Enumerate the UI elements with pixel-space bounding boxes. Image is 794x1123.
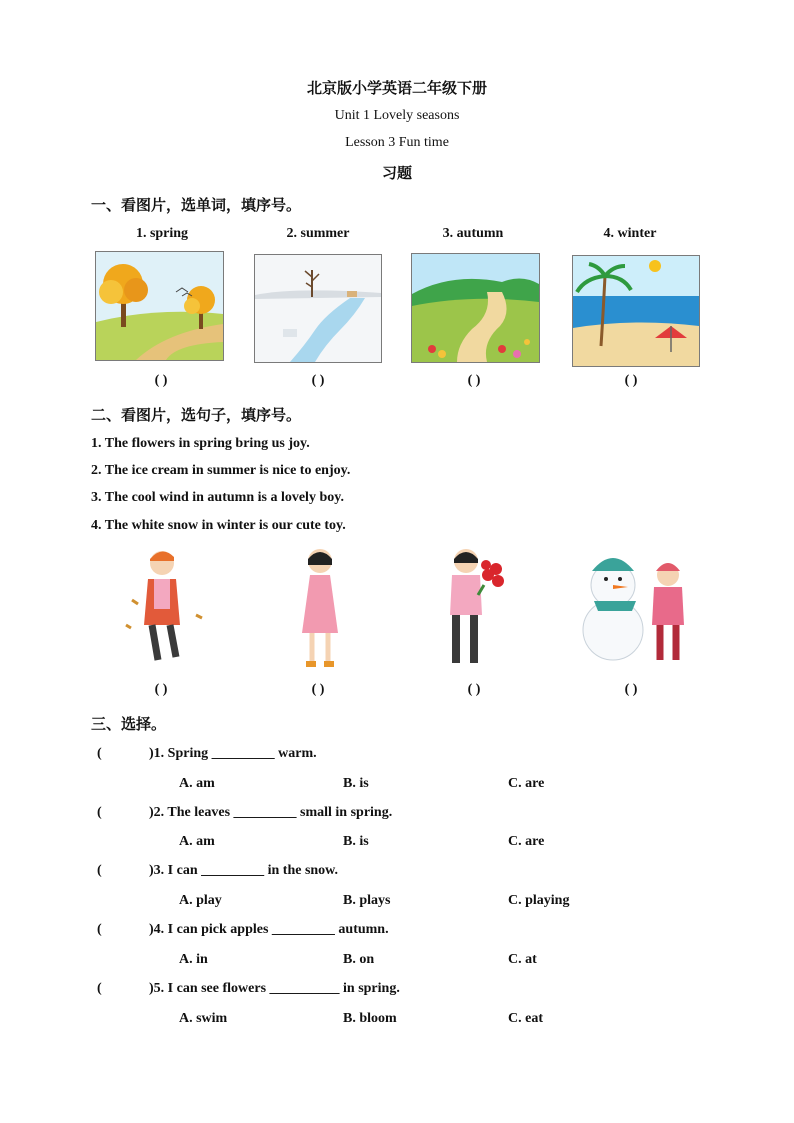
q3-option-b[interactable]: B. plays xyxy=(343,893,391,908)
kids-snowman-winter-picture xyxy=(568,545,696,670)
answer-paren-q3[interactable]: ( xyxy=(97,863,102,878)
part2-heading: 二、看图片，选句子，填序号。 xyxy=(91,408,302,424)
worksheet-type: 习题 xyxy=(381,166,412,182)
girl-summer-picture xyxy=(282,545,362,670)
autumn-trees-picture xyxy=(95,251,224,361)
winter-river-picture xyxy=(254,254,382,363)
q3-option-c[interactable]: C. playing xyxy=(508,893,570,908)
spring-meadow-picture xyxy=(411,253,540,363)
word-spring: 1. spring xyxy=(135,226,189,241)
q4-option-c[interactable]: C. at xyxy=(508,952,537,967)
answer-blank-2[interactable]: ( ) xyxy=(311,373,325,388)
q5-option-b[interactable]: B. bloom xyxy=(343,1011,397,1026)
q3-option-a[interactable]: A. play xyxy=(179,893,222,908)
summer-beach-picture xyxy=(572,255,700,367)
question-5: )5. I can see flowers __________ in spring. xyxy=(149,981,400,996)
question-1: )1. Spring _________ warm. xyxy=(149,746,317,761)
q2-option-a[interactable]: A. am xyxy=(179,834,215,849)
answer-paren-q4[interactable]: ( xyxy=(97,922,102,937)
answer-blank-5[interactable]: ( ) xyxy=(154,682,168,697)
part3-heading: 三、选择。 xyxy=(91,717,167,733)
word-summer: 2. summer xyxy=(286,226,350,241)
word-winter: 4. winter xyxy=(603,226,657,241)
answer-paren-q1[interactable]: ( xyxy=(97,746,102,761)
answer-paren-q2[interactable]: ( xyxy=(97,805,102,820)
q5-option-a[interactable]: A. swim xyxy=(179,1011,228,1026)
sentence-3: 3. The cool wind in autumn is a lovely boy. xyxy=(91,490,344,505)
q1-option-a[interactable]: A. am xyxy=(179,776,215,791)
sentence-4: 4. The white snow in winter is our cute toy. xyxy=(91,518,346,533)
sentence-1: 1. The flowers in spring bring us joy. xyxy=(91,436,310,451)
boy-spring-flowers-picture xyxy=(438,545,518,670)
boy-autumn-wind-picture xyxy=(118,545,208,670)
unit-title: Unit 1 Lovely seasons xyxy=(334,108,460,123)
question-3: )3. I can _________ in the snow. xyxy=(149,863,339,878)
answer-paren-q5[interactable]: ( xyxy=(97,981,102,996)
q2-option-c[interactable]: C. are xyxy=(508,834,545,849)
answer-blank-3[interactable]: ( ) xyxy=(467,373,481,388)
q1-option-b[interactable]: B. is xyxy=(343,776,369,791)
q4-option-a[interactable]: A. in xyxy=(179,952,208,967)
question-4: )4. I can pick apples _________ autumn. xyxy=(149,922,389,937)
sentence-2: 2. The ice cream in summer is nice to enjoy. xyxy=(91,463,351,478)
question-2: )2. The leaves _________ small in spring. xyxy=(149,805,393,820)
q5-option-c[interactable]: C. eat xyxy=(508,1011,543,1026)
part1-heading: 一、看图片，选单词，填序号。 xyxy=(91,198,302,214)
word-autumn: 3. autumn xyxy=(442,226,504,241)
lesson-title: Lesson 3 Fun time xyxy=(345,135,449,150)
q4-option-b[interactable]: B. on xyxy=(343,952,375,967)
answer-blank-8[interactable]: ( ) xyxy=(624,682,638,697)
answer-blank-4[interactable]: ( ) xyxy=(624,373,638,388)
answer-blank-1[interactable]: ( ) xyxy=(154,373,168,388)
q1-option-c[interactable]: C. are xyxy=(508,776,545,791)
answer-blank-6[interactable]: ( ) xyxy=(311,682,325,697)
book-title: 北京版小学英语二年级下册 xyxy=(306,81,487,97)
answer-blank-7[interactable]: ( ) xyxy=(467,682,481,697)
q2-option-b[interactable]: B. is xyxy=(343,834,369,849)
